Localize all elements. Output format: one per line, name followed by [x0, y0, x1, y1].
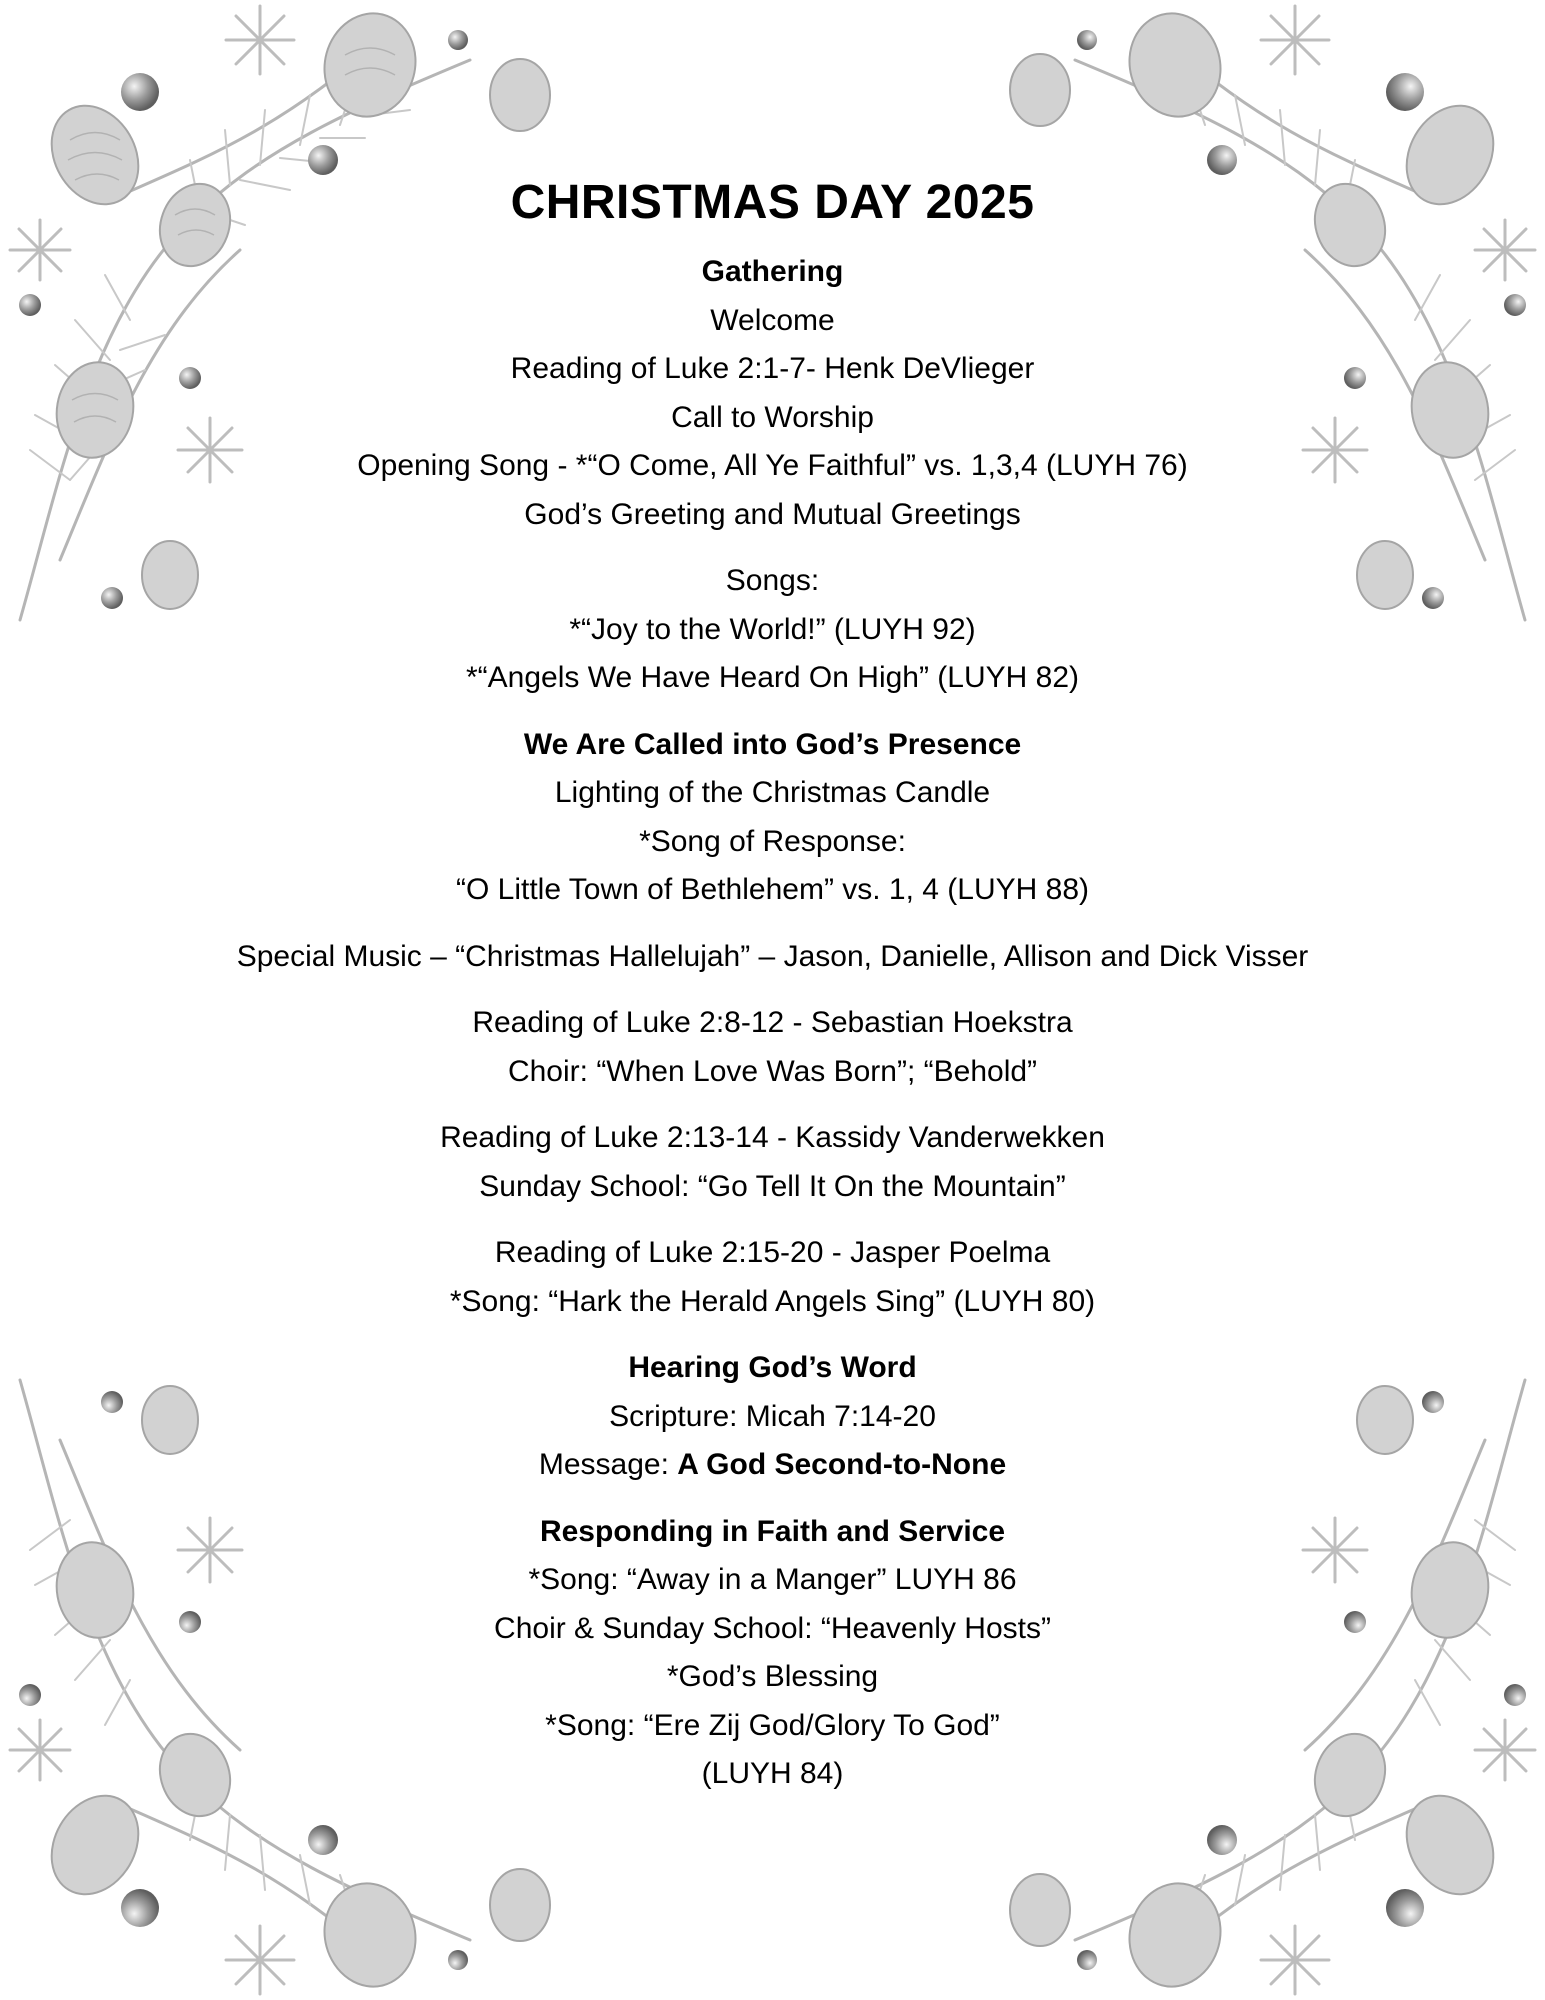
- item-reading-luke-2-15-20: Reading of Luke 2:15-20 - Jasper Poelma: [494, 1236, 1051, 1269]
- section-heading-gathering: Gathering: [701, 255, 844, 288]
- item-song-hark-the-herald: *Song: “Hark the Herald Angels Sing” (LUYH 80): [449, 1284, 1096, 1318]
- section-songs: [200, 557, 1345, 703]
- item-scripture: Scripture: Micah 7:14-20: [609, 1399, 936, 1433]
- section-special-music: [200, 933, 1345, 982]
- item-choir-when-love-was-born: Choir: “When Love Was Born”; “Behold”: [507, 1054, 1038, 1088]
- message-title: A God Second-to-None: [677, 1448, 1007, 1481]
- section-responding: [200, 1508, 1345, 1799]
- item-reading-luke-2-1-7: Reading of Luke 2:1-7- Henk DeVlieger: [510, 352, 1035, 385]
- message-label: Message:: [538, 1448, 678, 1481]
- section-gathering: [200, 248, 1345, 539]
- item-song-joy-to-the-world: *“Joy to the World!” (LUYH 92): [569, 612, 976, 646]
- item-reading-luke-2-13-14: Reading of Luke 2:13-14 - Kassidy Vanderwekken: [440, 1121, 1105, 1154]
- order-of-worship: [200, 168, 1345, 1817]
- item-lighting-candle: Lighting of the Christmas Candle: [554, 776, 991, 809]
- item-call-to-worship: Call to Worship: [671, 400, 874, 434]
- item-special-music: Special Music – “Christmas Hallelujah” – Jason, Danielle, Allison and Dick Visser: [236, 939, 1309, 973]
- item-opening-song: Opening Song - *“O Come, All Ye Faithful” vs. 1,3,4 (LUYH 76): [357, 449, 1188, 482]
- item-sunday-school-go-tell-it: Sunday School: “Go Tell It On the Mountain”: [479, 1169, 1066, 1203]
- item-gods-blessing: *God’s Blessing: [666, 1660, 879, 1693]
- item-reading-luke-2-8-12: Reading of Luke 2:8-12 - Sebastian Hoekstra: [472, 1006, 1073, 1039]
- item-gods-greeting: God’s Greeting and Mutual Greetings: [524, 497, 1021, 531]
- section-heading-hearing-gods-word: Hearing God’s Word: [628, 1351, 917, 1384]
- item-welcome: Welcome: [710, 303, 835, 337]
- item-message: [200, 1441, 1345, 1490]
- item-song-ere-zij-god: *Song: “Ere Zij God/Glory To God”: [545, 1708, 1000, 1742]
- page-title: CHRISTMAS DAY 2025: [510, 176, 1035, 229]
- item-song-ere-zij-god-number: (LUYH 84): [701, 1757, 844, 1790]
- section-reading-luke-2-8-12: [200, 999, 1345, 1096]
- item-choir-heavenly-hosts: Choir & Sunday School: “Heavenly Hosts”: [494, 1611, 1051, 1645]
- section-heading-gods-presence: We Are Called into God’s Presence: [523, 727, 1022, 761]
- item-song-o-little-town: “O Little Town of Bethlehem” vs. 1, 4 (LUYH 88): [455, 873, 1090, 906]
- section-gods-presence: [200, 721, 1345, 915]
- item-song-of-response-label: *Song of Response:: [639, 824, 906, 858]
- songs-label: Songs:: [725, 564, 820, 597]
- section-heading-responding: Responding in Faith and Service: [539, 1514, 1006, 1548]
- section-reading-luke-2-15-20: [200, 1229, 1345, 1326]
- section-hearing-gods-word: [200, 1344, 1345, 1490]
- item-song-angels-we-have-heard: *“Angels We Have Heard On High” (LUYH 82): [465, 661, 1080, 694]
- item-song-away-in-a-manger: *Song: “Away in a Manger” LUYH 86: [528, 1563, 1017, 1596]
- section-reading-luke-2-13-14: [200, 1114, 1345, 1211]
